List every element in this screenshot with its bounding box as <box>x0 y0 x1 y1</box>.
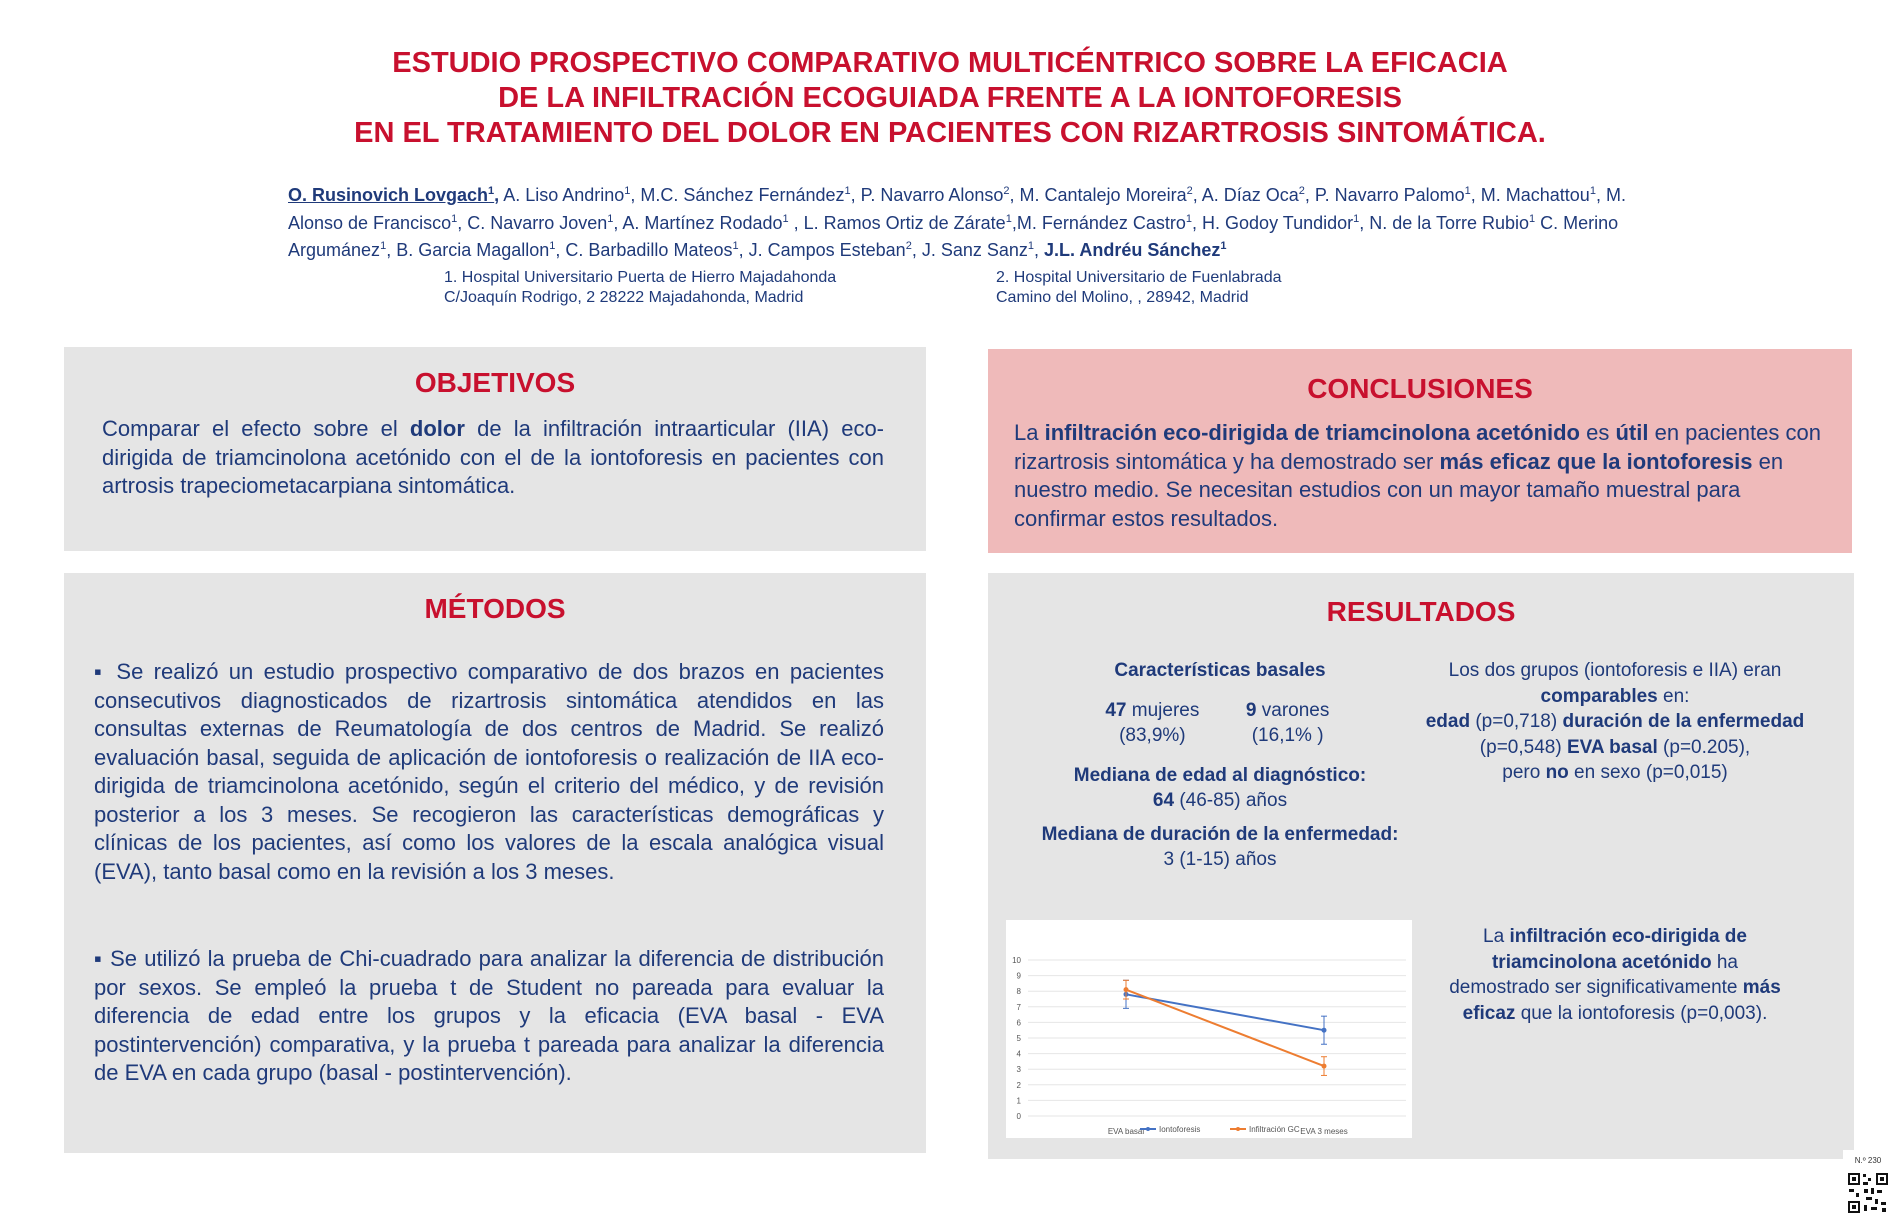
author-list: O. Rusinovich Lovgach$^1$, A. Liso Andrino$^1$, M.C. Sánchez Fernández$^1$, P. Navarro Alonso$^2$, M. Cantalejo Moreira$^2$, A. Díaz Oca$^2$, P. Navarro Palomo$^1$, M. Machattou$^1$, M. Alonso de Francisco$^1$, C. Navarro Joven$^1$, A. Martínez Rodado$^1$ , L. Ramos Ortiz de Zárate$^1$,M. Fernández Castro$^1$, H. Godoy Tundidor$^1$, N. de la Torre Rubio$^1$ C. Merino Argumánez$^1$, B. Garcia Magallon$^1$, C. Barbadillo Mateos$^1$, J. Campos Esteban$^2$, J. Sanz Sanz$^1$, J.L. Andréu Sánchez$^1$ <box>288 185 1626 260</box>
poster-title <box>0 46 1900 151</box>
legend-label: Iontoforesis <box>1159 1125 1201 1134</box>
basales-title: Características basales <box>1114 660 1326 681</box>
objetivos-text: Comparar el efecto sobre el dolor de la infiltración intraarticular (IIA) eco-dirigida de triamcinolona acetónido con el de la iontoforesis en pacientes con artrosis trapeciometacarpiana sintomática. <box>102 416 884 498</box>
y-tick-label: 9 <box>1016 971 1021 981</box>
duracion-stat: Mediana de duración de la enfermedad: 3 (1-15) años <box>1041 823 1399 870</box>
y-tick-label: 0 <box>1016 1112 1021 1121</box>
metodos-paragraph-2: ▪ Se utilizó la prueba de Chi-cuadrado para analizar la diferencia de distribución por sexos. Se empleó la prueba t de Student no pareada para evaluar la diferencia de edad entre los grupos y la eficacia (EVA basal - EVA postintervención) comparativa, y la prueba t pareada para analizar la diferencia de EVA en cada grupo (basal - postintervención). <box>94 946 884 1085</box>
title-line-1: ESTUDIO PROSPECTIVO COMPARATIVO MULTICÉNTRICO SOBRE LA EFICACIA <box>392 47 1508 79</box>
affiliation-2: 2. Hospital Universitario de Fuenlabrada Camino del Molino, , 28942, Madrid <box>996 269 1282 306</box>
affiliation-1: 1. Hospital Universitario Puerta de Hierro Majadahonda C/Joaquín Rodrigo, 2 28222 Majadahonda, Madrid <box>444 269 837 306</box>
y-tick-label: 7 <box>1016 1002 1021 1012</box>
eva-chart <box>1006 920 1412 1138</box>
y-tick-label: 8 <box>1016 987 1021 997</box>
eva-line-chart <box>1006 920 1412 1138</box>
data-point <box>1124 987 1129 992</box>
conclusiones-heading: CONCLUSIONES <box>1307 373 1533 404</box>
x-tick-label: EVA basal <box>1107 1127 1145 1136</box>
objetivos-heading: OBJETIVOS <box>414 367 576 398</box>
objetivos-panel <box>64 347 926 551</box>
mujeres-stat: 47 mujeres (83,9%) <box>1105 699 1200 746</box>
y-tick-label: 6 <box>1016 1018 1021 1028</box>
edad-stat: Mediana de edad al diagnóstico: 64 (46-85) años <box>1073 764 1367 811</box>
qr-code-area <box>1843 1150 1893 1220</box>
x-tick-label: EVA 3 meses <box>1300 1127 1348 1136</box>
sex-distribution <box>1010 698 1430 749</box>
y-tick-label: 2 <box>1016 1080 1021 1090</box>
series-line <box>1126 994 1324 1030</box>
y-tick-label: 10 <box>1012 956 1021 965</box>
conclusiones-text: La infiltración eco-dirigida de triamcinolona acetónido es útil en pacientes con rizartrosis sintomática y ha demostrado ser más eficaz que la iontoforesis en nuestro medio. Se necesitan estudios con un mayor tamaño muestral para confirmar estos resultados. <box>1014 420 1821 531</box>
legend-label: Infiltración GC <box>1249 1125 1300 1134</box>
series-line <box>1126 990 1324 1066</box>
poster-number: N.º 230 <box>1854 1156 1882 1165</box>
varones-stat: 9 varones (16,1% ) <box>1245 699 1330 746</box>
metodos-paragraph-1: ▪ Se realizó un estudio prospectivo comparativo de dos brazos en pacientes consecutivos diagnosticados de rizartrosis sintomática atendidos en las consultas externas de Reumatología de dos centros de Madrid. Se realizó evaluación basal, seguida de aplicación de iontoforesis o realización de IIA eco-dirigida de triamcinolona acetónido, según el criterio del médico, y de revisión posterior a los 3 meses. Se recogieron las características demográficas y clínicas de los pacientes, así como los valores de la escala analógica visual (EVA), tanto basal como en la revisión a los 3 meses. <box>94 659 884 884</box>
y-tick-label: 5 <box>1016 1034 1021 1043</box>
title-line-2: DE LA INFILTRACIÓN ECOGUIADA FRENTE A LA IONTOFORESIS <box>498 82 1402 114</box>
data-point <box>1322 1028 1327 1033</box>
data-point <box>1322 1064 1327 1069</box>
efficacy-block: La infiltración eco-dirigida de triamcinolona acetónido ha demostrado ser significativamente más eficaz que la iontoforesis (p=0,003). <box>1449 926 1781 1024</box>
basales-block <box>1010 658 1430 873</box>
y-tick-label: 4 <box>1016 1049 1021 1059</box>
resultados-heading: RESULTADOS <box>1326 596 1516 627</box>
metodos-heading: MÉTODOS <box>424 593 566 624</box>
legend-marker <box>1236 1127 1240 1131</box>
metodos-panel <box>64 573 926 1153</box>
lead-author: O. Rusinovich Lovgach$^1$, <box>288 185 500 205</box>
last-author: J.L. Andréu Sánchez$^1$ <box>1044 240 1227 260</box>
y-tick-label: 3 <box>1016 1065 1021 1075</box>
qr-code-icon <box>1847 1172 1889 1214</box>
conclusiones-panel <box>988 349 1852 553</box>
comparability-block: Los dos grupos (iontoforesis e IIA) eran comparables en: edad (p=0,718) duración de la enfermedad (p=0,548) EVA basal (p=0.205), pero no en sexo (p=0,015) <box>1425 660 1805 783</box>
legend-marker <box>1146 1127 1150 1131</box>
title-line-3: EN EL TRATAMIENTO DEL DOLOR EN PACIENTES CON RIZARTROSIS SINTOMÁTICA. <box>354 117 1546 149</box>
y-tick-label: 1 <box>1016 1096 1021 1106</box>
